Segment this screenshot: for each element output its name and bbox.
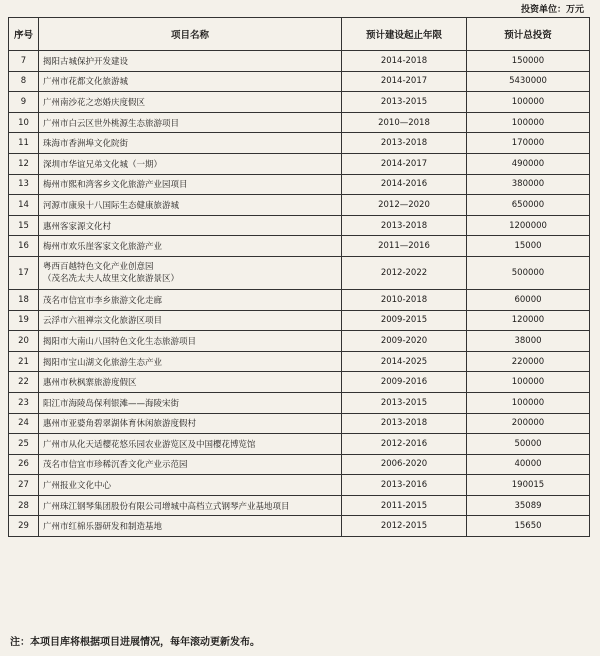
- row-number: 26: [9, 454, 39, 475]
- row-number: 22: [9, 372, 39, 393]
- row-number: 24: [9, 413, 39, 434]
- project-name: 广州珠江钢琴集团股份有限公司增城中高档立式钢琴产业基地项目: [39, 495, 342, 516]
- row-number: 8: [9, 71, 39, 92]
- row-number: 19: [9, 310, 39, 331]
- table-row: [9, 289, 590, 310]
- table-row: [9, 495, 590, 516]
- table-row: [9, 413, 590, 434]
- row-number: 23: [9, 392, 39, 413]
- table-row: [9, 351, 590, 372]
- row-number: 16: [9, 236, 39, 257]
- project-name: 惠州市亚婆角碧翠湖体育休闲旅游度假村: [39, 413, 342, 434]
- project-name-line-1: 粤西百越特色文化产业创意园: [43, 261, 154, 272]
- table-row: [9, 454, 590, 475]
- construction-period: 2013-2018: [342, 215, 467, 236]
- table-row: [9, 392, 590, 413]
- project-name: 梅州市欢乐崖客家文化旅游产业: [39, 236, 342, 257]
- total-investment: 15650: [467, 516, 590, 537]
- total-investment: 490000: [467, 153, 590, 174]
- table-row: [9, 71, 590, 92]
- construction-period: 2012-2015: [342, 516, 467, 537]
- project-name: 揭阳市宝山湖文化旅游生态产业: [39, 351, 342, 372]
- unit-label: 投资单位：万元: [520, 5, 584, 15]
- row-number: 17: [9, 256, 39, 289]
- header-name: 项目名称: [39, 18, 342, 51]
- construction-period: 2014-2018: [342, 51, 467, 72]
- total-investment: 500000: [467, 256, 590, 289]
- total-investment: 50000: [467, 434, 590, 455]
- total-investment: 60000: [467, 289, 590, 310]
- construction-period: 2011-2015: [342, 495, 467, 516]
- table-row: [9, 174, 590, 195]
- project-name: 茂名市信宜市李乡旅游文化走廊: [39, 289, 342, 310]
- total-investment: 5430000: [467, 71, 590, 92]
- row-number: 21: [9, 351, 39, 372]
- construction-period: 2012—2020: [342, 195, 467, 216]
- row-number: 10: [9, 112, 39, 133]
- row-number: 12: [9, 153, 39, 174]
- total-investment: 200000: [467, 413, 590, 434]
- total-investment: 190015: [467, 475, 590, 496]
- construction-period: 2013-2015: [342, 392, 467, 413]
- row-number: 7: [9, 51, 39, 72]
- row-number: 11: [9, 133, 39, 154]
- construction-period: 2014-2025: [342, 351, 467, 372]
- row-number: 27: [9, 475, 39, 496]
- table-row: [9, 153, 590, 174]
- table-row: [9, 434, 590, 455]
- project-name: 珠海市香洲埠文化院街: [39, 133, 342, 154]
- row-number: 13: [9, 174, 39, 195]
- table-row: [9, 516, 590, 537]
- project-name: 广州市花都文化旅游城: [39, 71, 342, 92]
- project-name: 惠州市秋枫寨旅游度假区: [39, 372, 342, 393]
- table-row: [9, 92, 590, 113]
- construction-period: 2009-2020: [342, 331, 467, 352]
- row-number: 18: [9, 289, 39, 310]
- project-name: 广州市从化天适樱花悠乐园农业游览区及中国樱花博览馆: [39, 434, 342, 455]
- table-row: [9, 331, 590, 352]
- total-investment: 170000: [467, 133, 590, 154]
- construction-period: 2011—2016: [342, 236, 467, 257]
- construction-period: 2013-2015: [342, 92, 467, 113]
- row-number: 14: [9, 195, 39, 216]
- project-name: 深圳市华谊兄弟文化城（一期）: [39, 153, 342, 174]
- total-investment: 1200000: [467, 215, 590, 236]
- construction-period: 2009-2016: [342, 372, 467, 393]
- table-row: [9, 256, 590, 289]
- table-row: [9, 51, 590, 72]
- construction-period: 2012-2016: [342, 434, 467, 455]
- construction-period: 2012-2022: [342, 256, 467, 289]
- project-name: 梅州市熙和湾客乡文化旅游产业园项目: [39, 174, 342, 195]
- construction-period: 2014-2017: [342, 153, 467, 174]
- table-row: [9, 215, 590, 236]
- row-number: 28: [9, 495, 39, 516]
- table-row: [9, 310, 590, 331]
- row-number: 25: [9, 434, 39, 455]
- table-header-row: [9, 18, 590, 51]
- project-name: 揭阳市大南山八国特色文化生态旅游项目: [39, 331, 342, 352]
- construction-period: 2010-2018: [342, 289, 467, 310]
- project-name: 茂名市信宜市珍稀沉香文化产业示范园: [39, 454, 342, 475]
- table-row: [9, 112, 590, 133]
- row-number: 29: [9, 516, 39, 537]
- construction-period: 2013-2018: [342, 133, 467, 154]
- table-row: [9, 133, 590, 154]
- total-investment: 38000: [467, 331, 590, 352]
- total-investment: 220000: [467, 351, 590, 372]
- project-name-line-2: （茂名冼太夫人故里文化旅游景区）: [43, 273, 180, 284]
- total-investment: 380000: [467, 174, 590, 195]
- row-number: 9: [9, 92, 39, 113]
- total-investment: 650000: [467, 195, 590, 216]
- project-name: [39, 256, 342, 289]
- header-investment: 预计总投资: [467, 18, 590, 51]
- project-name: 揭阳古城保护开发建设: [39, 51, 342, 72]
- construction-period: 2013-2016: [342, 475, 467, 496]
- construction-period: 2014-2017: [342, 71, 467, 92]
- construction-period: 2014-2016: [342, 174, 467, 195]
- total-investment: 150000: [467, 51, 590, 72]
- total-investment: 40000: [467, 454, 590, 475]
- table-row: [9, 475, 590, 496]
- project-name: 广州南沙花之恋婚庆度假区: [39, 92, 342, 113]
- project-name: 广州市白云区世外桃源生态旅游项目: [39, 112, 342, 133]
- total-investment: 100000: [467, 372, 590, 393]
- project-name: 广州报业文化中心: [39, 475, 342, 496]
- table-row: [9, 372, 590, 393]
- project-name: 惠州客家源文化村: [39, 215, 342, 236]
- construction-period: 2009-2015: [342, 310, 467, 331]
- footnote: 注：本项目库将根据项目进展情况，每年滚动更新发布。: [10, 637, 260, 648]
- total-investment: 15000: [467, 236, 590, 257]
- total-investment: 35089: [467, 495, 590, 516]
- project-name: 云浮市六祖禅宗文化旅游区项目: [39, 310, 342, 331]
- project-name: 河源市康泉十八国际生态健康旅游城: [39, 195, 342, 216]
- table-row: [9, 236, 590, 257]
- table-row: [9, 195, 590, 216]
- row-number: 20: [9, 331, 39, 352]
- total-investment: 100000: [467, 392, 590, 413]
- header-no: 序号: [9, 18, 39, 51]
- construction-period: 2010—2018: [342, 112, 467, 133]
- project-name: 广州市红棉乐器研发和制造基地: [39, 516, 342, 537]
- total-investment: 120000: [467, 310, 590, 331]
- project-name: 阳江市海陵岛保利银滩——海陵宋街: [39, 392, 342, 413]
- construction-period: 2013-2018: [342, 413, 467, 434]
- row-number: 15: [9, 215, 39, 236]
- header-period: 预计建设起止年限: [342, 18, 467, 51]
- total-investment: 100000: [467, 92, 590, 113]
- total-investment: 100000: [467, 112, 590, 133]
- project-table: [8, 17, 590, 537]
- construction-period: 2006-2020: [342, 454, 467, 475]
